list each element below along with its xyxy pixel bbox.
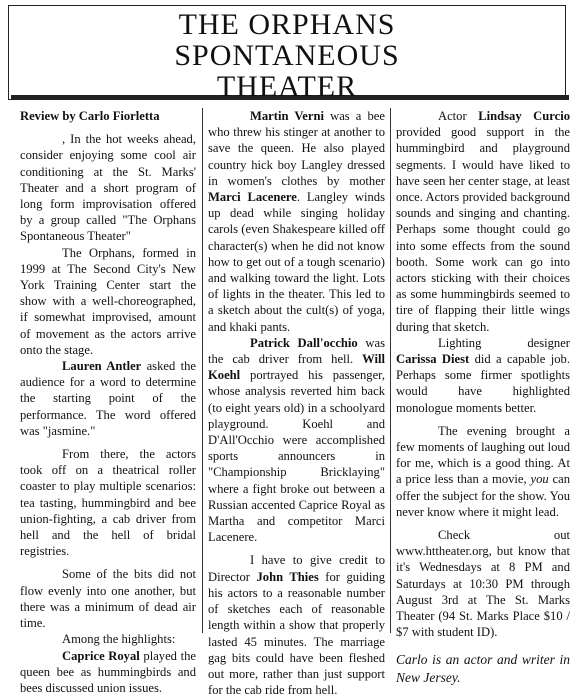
paragraph	[208, 335, 385, 546]
paragraph: The Orphans, formed in 1999 at The Second City's New York Training Center start the show with a well-choreographed, if somewhat improvised, amount of movement as the actors arrive onto the stage.	[20, 245, 196, 357]
designer-name: Carissa Diest	[396, 352, 470, 367]
paragraph-text: I have to give credit to Director	[208, 553, 385, 584]
headline-line-2: SPONTANEOUS	[174, 39, 400, 72]
author-note: Carlo is an actor and writer in New Jersey.	[396, 651, 570, 685]
paragraph: Check out www.httheater.org, but know that it's Wednesdays at 8 PM and Saturdays at 10:30 PM through August 3rd at The St. Marks Theater (94 St. Marks Place $10 / $7 with student ID).	[396, 528, 570, 640]
headline-line-3: THEATER	[216, 70, 358, 103]
paragraph-text: Lighting designer	[438, 335, 570, 350]
article-body	[20, 108, 572, 698]
actor-name: Caprice Royal	[62, 648, 140, 663]
paragraph-text: asked the audience for a word to determine the starting point of the performance. The word offered was "jasmine."	[20, 359, 196, 438]
paragraph: Among the highlights:	[62, 632, 176, 647]
paragraph-text: can offer the subject for the show. You never know where it might lead.	[396, 472, 570, 519]
paragraph-text: Actor	[438, 109, 479, 123]
actor-name: Marci Lacenere	[208, 190, 297, 205]
column-3	[396, 108, 570, 687]
paragraph-text: was a bee who threw his stinger at another to save the queen. He also played country hick boy Langley dressed in women's clothes by mother	[208, 109, 385, 188]
paragraph	[396, 335, 570, 416]
column-1	[20, 108, 196, 696]
paragraph	[208, 108, 385, 335]
actor-name: Lauren Antler	[62, 359, 142, 374]
director-name: John Thies	[256, 569, 319, 584]
paragraph	[396, 423, 570, 520]
paragraph: Some of the bits did not flow evenly into one another, but there was a minimum of dead air time.	[20, 567, 196, 631]
paragraph-text: played the queen bee as hummingbirds and bees discussed union issues.	[20, 648, 196, 695]
paragraph	[396, 108, 570, 335]
paragraph	[20, 358, 196, 439]
column-2	[208, 108, 385, 698]
paragraph-text: portrayed his passenger, whose analysis reverted him back (to eight years old) in a schoolyard playground. Koehl and D'All'Occhio were accomplished sports announcers in "Championship Bricklaying" where a fight broke out between a Russian accented Caprice Royal as Martha and competitor Marci Lacenere.	[208, 368, 385, 545]
column-divider	[202, 108, 203, 633]
byline: Review by Carlo Fiorletta	[20, 109, 160, 123]
paragraph-text: was the cab driver from hell.	[208, 335, 385, 367]
headline-line-1: THE ORPHANS	[178, 8, 396, 41]
paragraph-text: The evening brought a few moments of laughing out loud for me, which is a good thing. At a price less than a movie,	[396, 423, 570, 487]
actor-name: Martin Verni	[250, 109, 324, 123]
headline-banner	[8, 5, 566, 103]
paragraph-text: did a capable job. Perhaps some firmer spotlights would have highlighted monologue moments better.	[396, 352, 570, 415]
actor-name: Patrick Dall'occhio	[250, 335, 358, 350]
column-divider	[390, 108, 391, 633]
paragraph	[20, 648, 196, 697]
emphasis: you	[530, 472, 549, 487]
paragraph: From there, the actors took off on a theatrical roller coaster to play multiple scenarios: tea tasting, hummingbird and bee union-fighting, a cab driver from hell and the hell of bridal registries.	[20, 447, 196, 559]
actor-name: Will Koehl	[208, 352, 385, 383]
paragraph-text: provided good support in the hummingbird and playground segments. I would have liked to have seen her center stage, at least once. Actors provided background sounds and singing and chanting. Perhaps some thought could go into some effects from the sound booth. Some work can go into actors sticking with their choices as some hummingbirds seemed to tire of flapping their little wings during that sketch.	[396, 125, 570, 334]
actor-name: Lindsay Curcio	[478, 109, 570, 123]
paragraph	[208, 552, 385, 698]
paragraph-text: . Langley winds up dead while singing holiday carols (even Shakespeare killed off character(s) when he did not know how to get out of a tough scenario) and walking toward the light. Lots of lights in the theater. This led to a sketch about the cult(s) of yoga, and khaki pants.	[208, 190, 385, 334]
paragraph-text: for guiding his actors to a reasonable number of sketches each of reasonable length within a show that properly lasted 45 minutes. The marriage gag bits could have been fleshed out more, rather than just support for the cab ride from hell.	[208, 569, 385, 698]
paragraph: , In the hot weeks ahead, consider enjoying some cool air conditioning at the St. Marks' Theater and a short program of long form improvisation offered by a group called "The Orphans Spontaneous Theater"	[20, 132, 196, 244]
